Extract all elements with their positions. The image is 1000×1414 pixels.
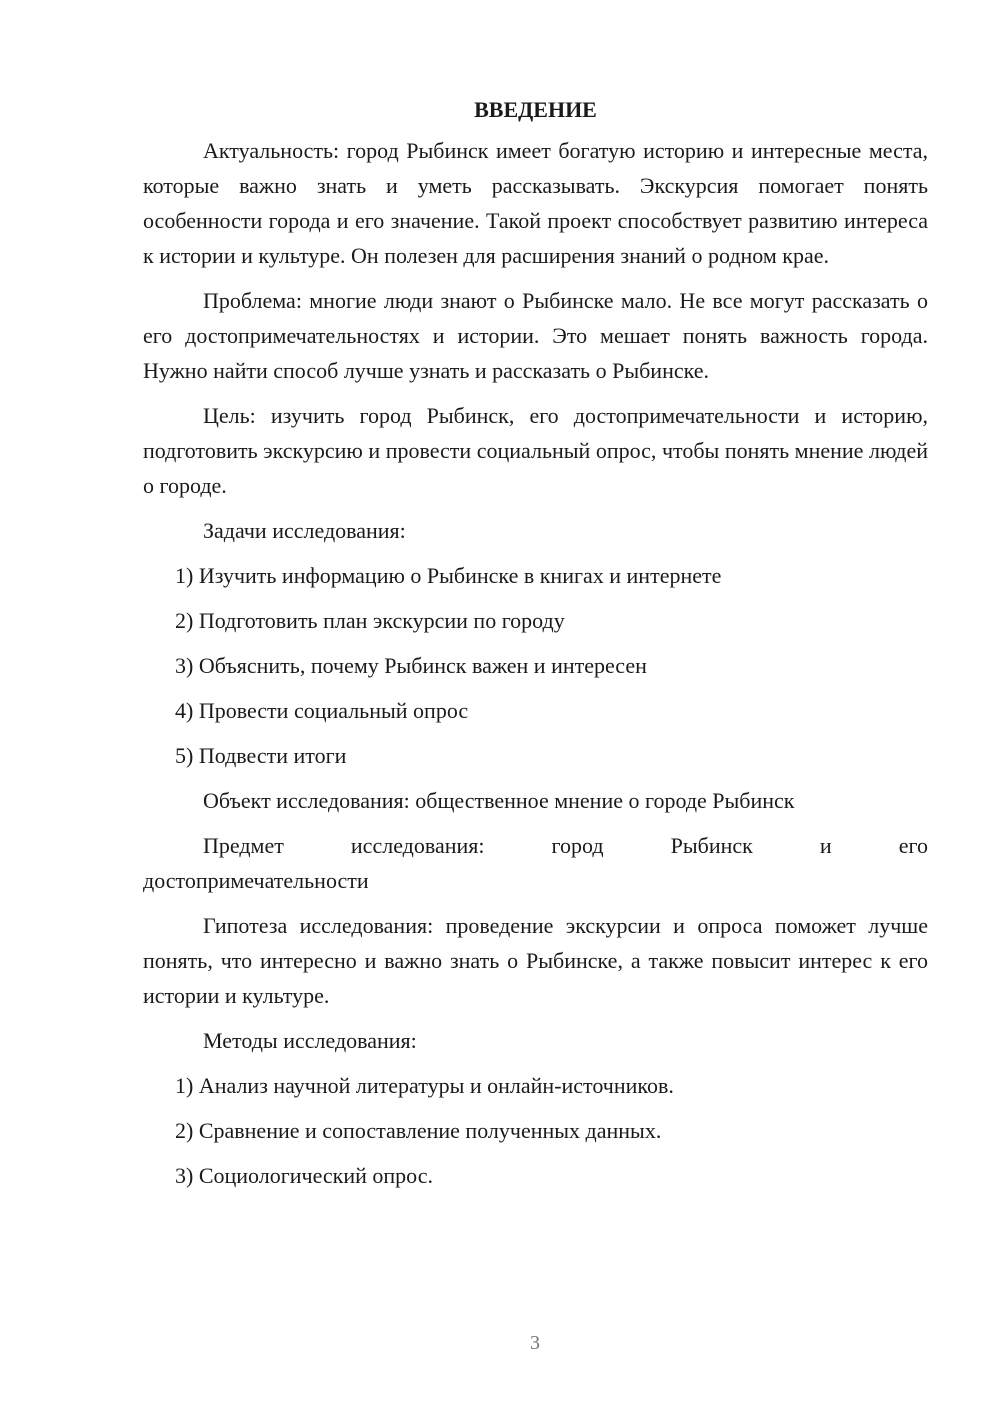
subject-word: город (551, 833, 604, 858)
object-paragraph: Объект исследования: общественное мнение о городе Рыбинск (203, 788, 795, 813)
document-page (143, 92, 928, 1203)
method-item: 3) Социологический опрос. (175, 1163, 433, 1188)
section-title: ВВЕДЕНИЕ (474, 97, 597, 122)
subject-word: Рыбинск (670, 833, 753, 858)
method-item: 2) Сравнение и сопоставление полученных данных. (175, 1118, 662, 1143)
problem-paragraph: Проблема: многие люди знают о Рыбинске мало. Не все могут рассказать о его достопримечательностях и истории. Это мешает понять важность города. Нужно найти способ лучше узнать и рассказать о Рыбинске. (143, 288, 928, 383)
task-item: 3) Объяснить, почему Рыбинск важен и интересен (175, 653, 647, 678)
subject-word: его (898, 833, 928, 858)
tasks-heading: Задачи исследования: (203, 518, 406, 543)
subject-word: и (819, 833, 832, 858)
subject-word: Предмет (203, 833, 284, 858)
hypothesis-paragraph: Гипотеза исследования: проведение экскурсии и опроса поможет лучше понять, что интересно и важно знать о Рыбинске, а также повысит интерес к его истории и культуре. (143, 913, 928, 1008)
task-item: 4) Провести социальный опрос (175, 698, 469, 723)
subject-paragraph (143, 828, 928, 898)
subject-continuation: достопримечательности (143, 868, 369, 893)
actuality-paragraph: Актуальность: город Рыбинск имеет богатую историю и интересные места, которые важно знать и уметь рассказывать. Экскурсия помогает понять особенности города и его значение. Такой проект способствует развитию интереса к истории и культуре. Он полезен для расширения знаний о родном крае. (143, 138, 928, 268)
method-item: 1) Анализ научной литературы и онлайн-источников. (175, 1073, 674, 1098)
subject-first-line (143, 828, 928, 863)
task-item: 5) Подвести итоги (175, 743, 347, 768)
goal-paragraph: Цель: изучить город Рыбинск, его достопримечательности и историю, подготовить экскурсию и провести социальный опрос, чтобы понять мнение людей о городе. (143, 403, 928, 498)
methods-heading: Методы исследования: (203, 1028, 417, 1053)
subject-word: исследования: (350, 833, 485, 858)
page-number: 3 (530, 1332, 540, 1354)
task-item: 2) Подготовить план экскурсии по городу (175, 608, 565, 633)
task-item: 1) Изучить информацию о Рыбинске в книгах и интернете (175, 563, 722, 588)
